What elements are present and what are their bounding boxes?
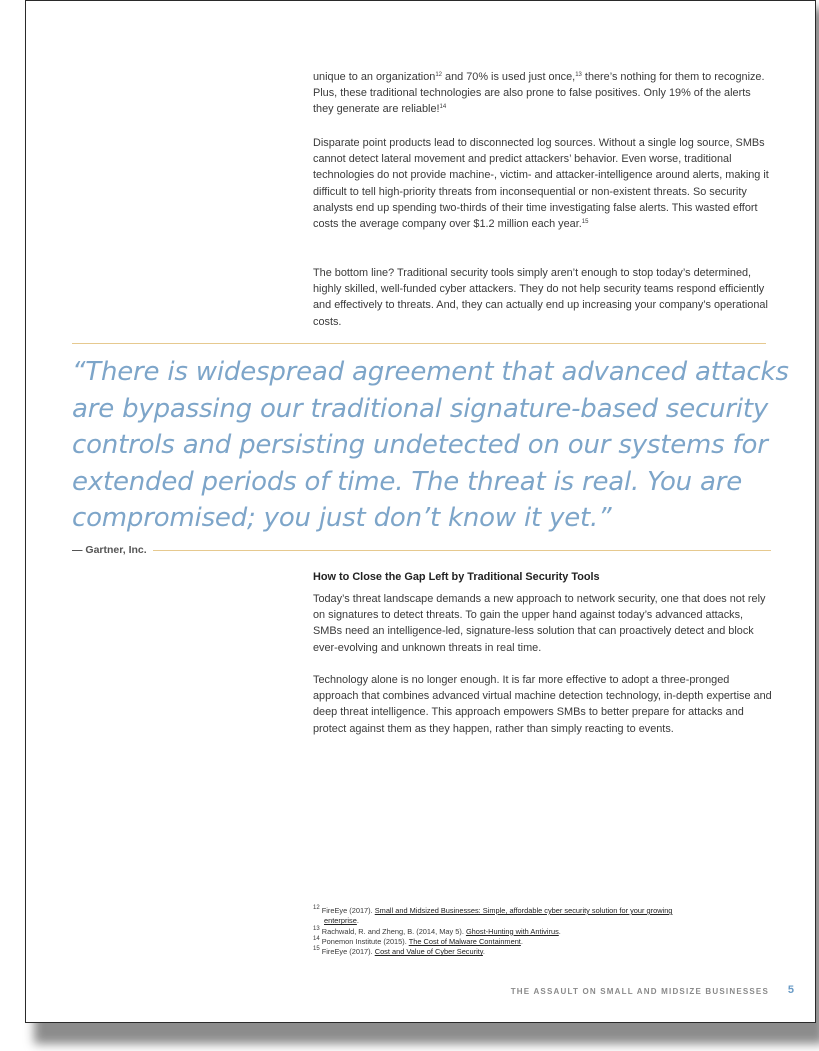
footnote-ref-12[interactable]: 12 bbox=[435, 72, 442, 78]
quote-top-rule bbox=[72, 343, 766, 344]
footnote-14: $^{14}$ Ponemon Institute (2015). The Cost of Malware Containment. bbox=[313, 935, 523, 946]
running-footer: THE ASSAULT ON SMALL AND MIDSIZE BUSINESSES bbox=[510, 987, 769, 996]
footnote-ref-14[interactable]: 14 bbox=[439, 104, 447, 111]
footnote-15-link[interactable]: Cost and Value of Cyber Security bbox=[374, 947, 483, 957]
footnote-ref-13[interactable]: 13 bbox=[575, 72, 582, 78]
page-number: 5 bbox=[787, 984, 794, 996]
footnote-12-link-cont[interactable]: enterprise bbox=[324, 916, 357, 926]
pull-quote: “There is widespread agreement that advanced attacks are bypassing our traditional signature-based security controls and persisting undetected on our systems for extended periods of time. The threat is real. You are compromised; you just don’t know it yet.” bbox=[72, 357, 789, 533]
footnote-12: $^{12}$ FireEye (2017). Small and Midsized Businesses: Simple, affordable cyber security solution for your growing bbox=[313, 905, 673, 915]
quote-attribution: — Gartner, Inc. bbox=[72, 544, 147, 556]
footnote-12-cont: enterprise. bbox=[324, 916, 359, 926]
footnote-14-link[interactable]: The Cost of Malware Containment bbox=[408, 936, 521, 946]
paragraph-1: unique to an organization$^{12}$ and 70% is used just once,$^{13}$ there’s nothing for them to recognize. Plus, these traditional technologies are also prone to false positives. Only 19% of the alerts they generate are reliable!$^{14}$ bbox=[313, 71, 765, 116]
footnote-12-link[interactable]: Small and Midsized Businesses: Simple, affordable cyber security solution for your growing bbox=[374, 906, 673, 915]
paragraph-4: Today’s threat landscape demands a new approach to network security, one that does not rely on signatures to detect threats. To gain the upper hand against today’s advanced attacks, SMBs need an intelligence-led, signature-less solution that can proactively detect and block ever-evolving and unknown threats in real time. bbox=[313, 593, 766, 654]
footnote-13: $^{13}$ Rachwald, R. and Zheng, B. (2014, May 5). Ghost-Hunting with Antivirus. bbox=[313, 925, 561, 936]
document-page bbox=[25, 0, 816, 1023]
footnote-15: $^{15}$ FireEye (2017). Cost and Value of Cyber Security. bbox=[313, 946, 485, 957]
footnote-13-link[interactable]: Ghost-Hunting with Antivirus bbox=[465, 926, 559, 936]
footnotes bbox=[313, 906, 773, 957]
quote-bottom-rule bbox=[153, 550, 771, 551]
paragraph-3: The bottom line? Traditional security tools simply aren’t enough to stop today’s determined, highly skilled, well-funded cyber attackers. They do not help security teams respond efficiently and effectively to threats. And, they can actually end up increasing your company’s operational costs. bbox=[313, 267, 768, 328]
section-heading: How to Close the Gap Left by Traditional Security Tools bbox=[313, 571, 600, 583]
footnote-ref-15[interactable]: 15 bbox=[581, 219, 589, 226]
paragraph-2: Disparate point products lead to disconnected log sources. Without a single log source, SMBs cannot detect lateral movement and predict attackers’ behavior. Even worse, traditional technologies do not provide machine-, victim- and attacker-intelligence around alerts, making it difficult to tell high-priority threats from inconsequential or non-existent threats. So security analysts end up spending two-thirds of their time investigating false alerts. This wasted effort costs the average company over $1.2 million each year.$^{15}$ bbox=[313, 137, 769, 231]
paragraph-5: Technology alone is no longer enough. It is far more effective to adopt a three-pronged approach that combines advanced virtual machine detection technology, in-depth expertise and deep threat intelligence. This approach empowers SMBs to better prepare for attacks and protect against them as they happen, rather than simply reacting to events. bbox=[313, 674, 772, 735]
